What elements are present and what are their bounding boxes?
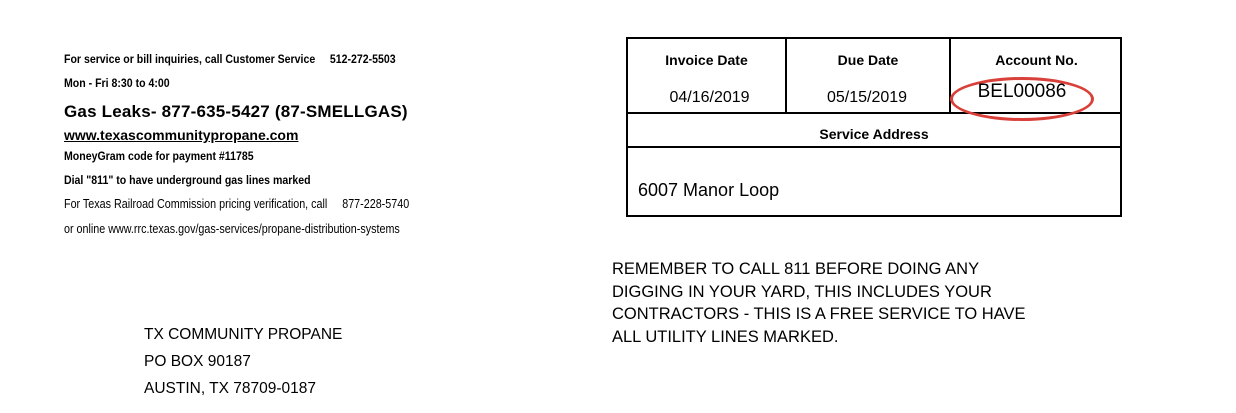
service-inquiry-label: For service or bill inquiries, call Customer Service: [64, 52, 316, 66]
dial-811-note: Dial "811" to have underground gas lines marked: [64, 173, 311, 187]
invoice-date: 04/16/2019: [669, 89, 750, 106]
rrc-verification-line: [64, 197, 409, 211]
website-link[interactable]: www.texascommunitypropane.com: [64, 127, 299, 143]
invoice-info-box: [626, 37, 1122, 217]
address-line: TX COMMUNITY PROPANE: [144, 326, 343, 343]
service-inquiry-line: [64, 52, 396, 66]
service-address-label: Service Address: [819, 126, 929, 142]
notice-line: ALL UTILITY LINES MARKED.: [612, 327, 839, 346]
invoice-date-label: Invoice Date: [665, 52, 748, 68]
office-hours: Mon - Fri 8:30 to 4:00: [64, 76, 170, 90]
account-number-label: Account No.: [995, 52, 1078, 68]
account-number: BEL00086: [977, 81, 1067, 102]
due-date: 05/15/2019: [826, 89, 908, 106]
service-address: 6007 Manor Loop: [638, 180, 780, 200]
call-811-notice: [612, 258, 1026, 348]
row-divider: [628, 146, 1120, 148]
rrc-label: For Texas Railroad Commission pricing verification, call: [64, 197, 328, 211]
address-line: PO BOX 90187: [144, 353, 251, 370]
gas-leaks-hotline: Gas Leaks- 877-635-5427 (87-SMELLGAS): [64, 102, 408, 121]
address-line: AUSTIN, TX 78709-0187: [144, 380, 317, 397]
rrc-phone: 877-228-5740: [342, 197, 410, 211]
notice-line: CONTRACTORS - THIS IS A FREE SERVICE TO HAVE: [612, 305, 1026, 323]
notice-line: DIGGING IN YOUR YARD, THIS INCLUDES YOUR: [612, 282, 992, 301]
due-date-label: Due Date: [837, 52, 899, 68]
service-phone: 512-272-5503: [329, 52, 396, 66]
remit-address: [144, 321, 342, 402]
moneygram-code: MoneyGram code for payment #11785: [64, 149, 254, 163]
notice-line: REMEMBER TO CALL 811 BEFORE DOING ANY: [612, 260, 980, 278]
rrc-online: or online www.rrc.texas.gov/gas-services/propane-distribution-systems: [64, 222, 400, 236]
